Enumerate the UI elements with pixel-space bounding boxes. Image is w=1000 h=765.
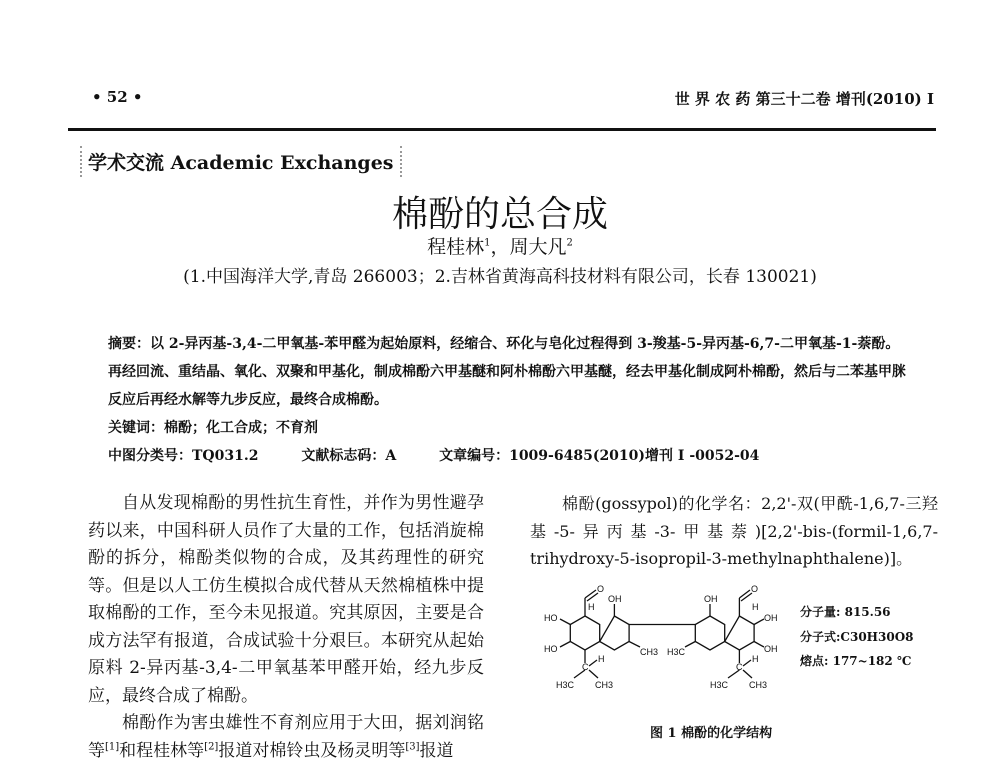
molecular-formula: 分子式:C30H30O8: [800, 629, 914, 644]
citation: [2]: [204, 740, 219, 752]
text: 报道对棉铃虫及杨灵明等: [218, 740, 406, 761]
journal-header: 世 界 农 药 第三十二卷 增刊(2010) I: [674, 90, 934, 108]
atom-label: O: [597, 584, 605, 594]
atom-label: OH: [764, 644, 778, 654]
affil-mark-1: 1: [484, 237, 491, 249]
molecular-weight: 分子量: 815.56: [800, 605, 891, 619]
atom-label: H3C: [710, 680, 729, 690]
keywords: 关键词：棉酚；化工合成；不育剂: [108, 420, 318, 436]
atom-label: H3C: [556, 680, 575, 690]
abstract-text: 摘要：以 2-异丙基-3,4-二甲氧基-苯甲醛为起始原料，经缩合、环化与皂化过程得到 3-羧基-5-异丙基-6,7-二甲氧基-1-萘酚。再经回流、重结晶、氧化、双聚和甲基化，制成棉酚六甲基醚和阿朴棉酚六甲基醚，经去甲基化制成阿朴棉酚，然后与二苯基甲脒反应后再经水解等九步反应，最终合成棉酚。: [108, 336, 906, 408]
atom-label: CH3: [749, 680, 768, 690]
affiliation: (1.中国海洋大学,青岛 266003；2.吉林省黄海高科技材料有限公司，长春 130021): [183, 267, 817, 287]
document-code: 文献标志码：A: [301, 448, 397, 464]
article-number: 文章编号：1009-6485(2010)增刊 I -0052-04: [439, 448, 760, 464]
section-label: 学术交流 Academic Exchanges: [80, 146, 402, 177]
text: 报道: [419, 740, 454, 761]
melting-point: 熔点: 177~182 ℃: [800, 654, 912, 668]
citation: [3]: [405, 740, 420, 752]
clc-number: 中图分类号：TQ031.2: [108, 448, 259, 464]
atom-label: OH: [608, 594, 622, 604]
atom-label: H3C: [667, 647, 686, 657]
atom-label: OH: [764, 613, 778, 623]
paragraph: 自从发现棉酚的男性抗生育性，并作为男性避孕药以来，中国科研人员作了大量的工作，包括消旋棉酚的拆分，棉酚类似物的合成，及其药理性的研究等。但是以人工仿生模拟合成代替从天然棉植株中提取棉酚的工作，至今未见报道。究其原因，主要是合成方法罕有报道，合成试验十分艰巨。本研究从起始原料 2-异丙基-3,4-二甲氧基苯甲醛开始，经九步反应，最终合成了棉酚。: [88, 493, 484, 706]
author-1: 程桂林: [427, 236, 485, 258]
atom-label: CH3: [640, 647, 659, 657]
atom-label: O: [751, 584, 759, 594]
article-title: 棉酚的总合成: [391, 194, 608, 235]
paragraph: 棉酚(gossypol)的化学名：2,2'-双(甲酰-1,6,7-三羟基-5-异丙基-3-甲基萘)[2,2'-bis-(formil-1,6,7-trihydroxy-5-isopropil-3-methylnaphthalene)]。: [530, 494, 938, 568]
atom-label: CH3: [595, 680, 614, 690]
author-2: ，周大凡: [490, 236, 567, 258]
atom-label: H: [598, 654, 605, 664]
citation: [1]: [105, 740, 120, 752]
atom-label: HO: [544, 613, 558, 623]
atom-label: C: [736, 662, 743, 672]
compound-properties: [800, 600, 914, 674]
figure-caption: 图 1 棉酚的化学结构: [650, 726, 773, 741]
atom-label: H: [752, 602, 759, 612]
atom-label: H: [752, 654, 759, 664]
affil-mark-2: 2: [566, 237, 573, 249]
atom-label: OH: [704, 594, 718, 604]
atom-label: HO: [544, 644, 558, 654]
text: 棉酚作为害虫雄性不育剂应用于大田，据刘润铭等: [88, 713, 484, 761]
page-number: • 52 •: [92, 88, 143, 106]
atom-label: C: [582, 662, 589, 672]
text: 和程桂林等: [119, 740, 205, 761]
atom-label: H: [588, 602, 595, 612]
